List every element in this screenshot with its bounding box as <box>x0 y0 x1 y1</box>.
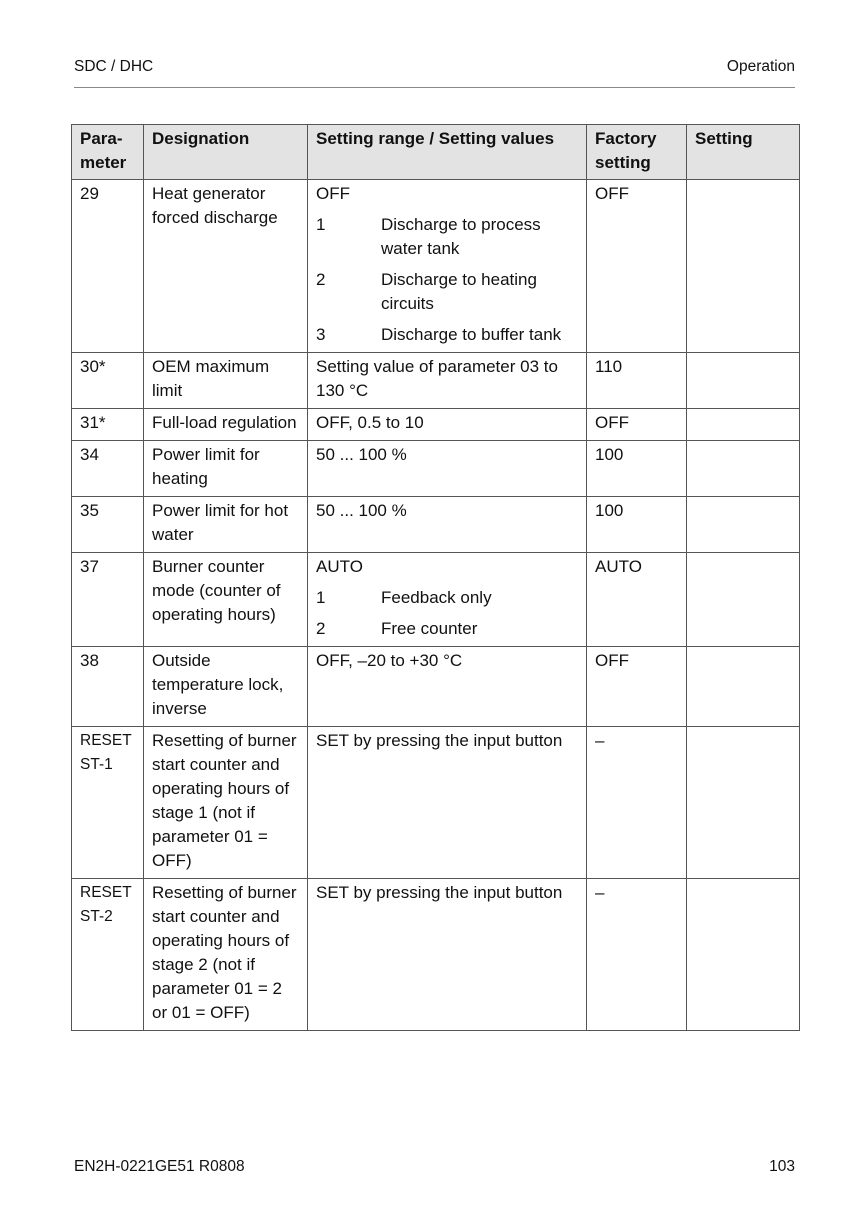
table-row <box>72 441 800 497</box>
factory-setting-cell: AUTO <box>587 553 687 647</box>
table-row <box>72 553 800 647</box>
setting-option <box>316 586 578 610</box>
setting-cell <box>687 180 800 353</box>
column-header-setting: Setting <box>687 125 800 180</box>
parameter-cell: RESET ST-2 <box>72 879 144 1031</box>
setting-range-text: OFF, 0.5 to 10 <box>316 413 424 432</box>
setting-range-text: SET by pressing the input button <box>316 731 563 750</box>
parameter-cell: RESET ST-1 <box>72 727 144 879</box>
designation-cell: Heat generator forced discharge <box>144 180 308 353</box>
setting-option-number: 1 <box>316 588 326 607</box>
factory-setting-cell: – <box>587 727 687 879</box>
setting-option-text: Discharge to heating circuits <box>381 270 537 313</box>
parameter-cell: 38 <box>72 647 144 727</box>
table-row <box>72 497 800 553</box>
column-header-setting-range: Setting range / Setting values <box>308 125 587 180</box>
setting-range-text: 50 ... 100 % <box>316 445 407 464</box>
designation-cell: Resetting of burner start counter and operating hours of stage 2 (not if parameter 01 = 2 or 01 = OFF) <box>144 879 308 1031</box>
column-header-designation: Designation <box>144 125 308 180</box>
setting-cell <box>687 553 800 647</box>
setting-cell <box>687 497 800 553</box>
parameter-cell: 31* <box>72 409 144 441</box>
page-header <box>74 57 795 88</box>
setting-option <box>316 213 578 261</box>
factory-setting-cell: OFF <box>587 180 687 353</box>
setting-range-text: OFF, –20 to +30 °C <box>316 651 463 670</box>
setting-option-number: 2 <box>316 270 326 289</box>
setting-range-cell <box>308 441 587 497</box>
table-row <box>72 180 800 353</box>
table-row <box>72 879 800 1031</box>
setting-range-cell <box>308 879 587 1031</box>
designation-cell: Resetting of burner start counter and operating hours of stage 1 (not if parameter 01 = OFF) <box>144 727 308 879</box>
factory-setting-cell: – <box>587 879 687 1031</box>
setting-range-cell <box>308 647 587 727</box>
parameter-cell: 35 <box>72 497 144 553</box>
designation-cell: Full-load regulation <box>144 409 308 441</box>
designation-cell: Burner counter mode (counter of operating hours) <box>144 553 308 647</box>
setting-cell <box>687 727 800 879</box>
setting-range-text: OFF <box>316 184 350 203</box>
column-header-parameter: Para- meter <box>72 125 144 180</box>
factory-setting-cell: OFF <box>587 647 687 727</box>
setting-cell <box>687 353 800 409</box>
table-body <box>72 180 800 1031</box>
header-left-title: SDC / DHC <box>74 58 154 75</box>
setting-option-text: Discharge to buffer tank <box>381 325 562 344</box>
table-header-row <box>72 125 800 180</box>
setting-range-cell <box>308 553 587 647</box>
column-header-factory-setting: Factory setting <box>587 125 687 180</box>
setting-range-cell <box>308 409 587 441</box>
setting-range-cell <box>308 497 587 553</box>
setting-option-text: Discharge to process water tank <box>381 215 541 258</box>
setting-range-cell <box>308 727 587 879</box>
setting-cell <box>687 409 800 441</box>
header-right-title: Operation <box>726 58 795 75</box>
setting-option-text: Feedback only <box>381 588 492 607</box>
setting-option-number: 3 <box>316 325 326 344</box>
factory-setting-cell: 100 <box>587 497 687 553</box>
table-row <box>72 727 800 879</box>
parameter-cell: 34 <box>72 441 144 497</box>
table-row <box>72 353 800 409</box>
designation-cell: Outside temperature lock, inverse <box>144 647 308 727</box>
setting-option-number: 1 <box>316 215 326 234</box>
factory-setting-cell: OFF <box>587 409 687 441</box>
setting-range-cell <box>308 353 587 409</box>
setting-range-text: 50 ... 100 % <box>316 501 407 520</box>
table-row <box>72 409 800 441</box>
setting-option <box>316 617 578 641</box>
setting-range-cell <box>308 180 587 353</box>
designation-cell: Power limit for hot water <box>144 497 308 553</box>
parameter-table <box>71 124 800 1031</box>
page-number: 103 <box>769 1158 795 1175</box>
parameter-cell: 29 <box>72 180 144 353</box>
document-code: EN2H-0221GE51 R0808 <box>74 1158 245 1175</box>
setting-option-text: Free counter <box>381 619 478 638</box>
table-row <box>72 647 800 727</box>
setting-option-number: 2 <box>316 619 326 638</box>
designation-cell: Power limit for heating <box>144 441 308 497</box>
setting-range-text: AUTO <box>316 557 363 576</box>
setting-option <box>316 268 578 316</box>
factory-setting-cell: 110 <box>587 353 687 409</box>
parameter-cell: 37 <box>72 553 144 647</box>
setting-cell <box>687 879 800 1031</box>
factory-setting-cell: 100 <box>587 441 687 497</box>
setting-cell <box>687 441 800 497</box>
setting-range-text: Setting value of parameter 03 to 130 °C <box>316 357 558 400</box>
setting-option <box>316 323 578 347</box>
setting-range-text: SET by pressing the input button <box>316 883 563 902</box>
setting-cell <box>687 647 800 727</box>
parameter-cell: 30* <box>72 353 144 409</box>
designation-cell: OEM maximum limit <box>144 353 308 409</box>
